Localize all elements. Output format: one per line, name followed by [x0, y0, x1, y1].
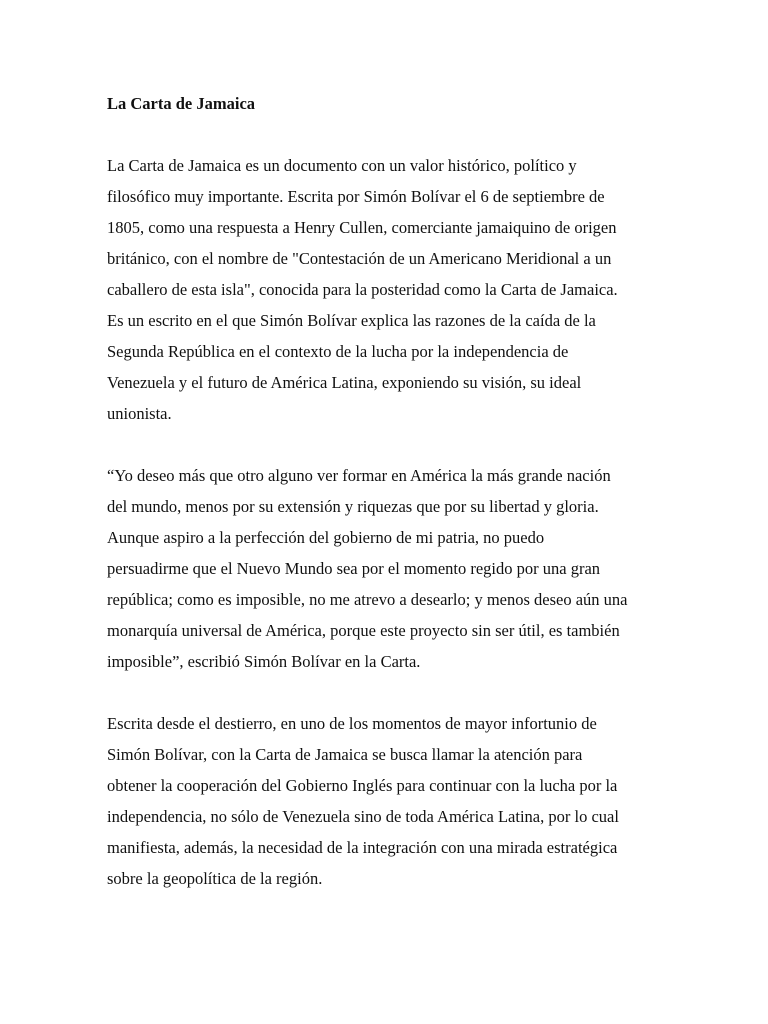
text-line: Aunque aspiro a la perfección del gobierno de mi patria, no puedo	[107, 528, 545, 547]
text-line: filosófico muy importante. Escrita por Simón Bolívar el 6 de septiembre de	[107, 187, 605, 206]
text-line: persuadirme que el Nuevo Mundo sea por el momento regido por una gran	[107, 559, 601, 578]
text-line: Es un escrito en el que Simón Bolívar explica las razones de la caída de la	[107, 311, 596, 330]
text-line: La Carta de Jamaica es un documento con un valor histórico, político y	[107, 156, 577, 175]
text-line: Escrita desde el destierro, en uno de los momentos de mayor infortunio de	[107, 714, 597, 733]
text-line: británico, con el nombre de "Contestación de un Americano Meridional a un	[107, 249, 612, 268]
text-line: del mundo, menos por su extensión y riquezas que por su libertad y gloria.	[107, 497, 599, 516]
text-line: república; como es imposible, no me atrevo a desearlo; y menos deseo aún una	[107, 590, 628, 609]
text-line: Simón Bolívar, con la Carta de Jamaica se busca llamar la atención para	[107, 745, 583, 764]
paragraph-quote	[107, 460, 667, 677]
text-line: Segunda República en el contexto de la lucha por la independencia de	[107, 342, 569, 361]
text-line: monarquía universal de América, porque este proyecto sin ser útil, es también	[107, 621, 620, 640]
text-line: 1805, como una respuesta a Henry Cullen, comerciante jamaiquino de origen	[107, 218, 617, 237]
paragraph-exile	[107, 708, 667, 894]
text-line: independencia, no sólo de Venezuela sino de toda América Latina, por lo cual	[107, 807, 619, 826]
text-line: sobre la geopolítica de la región.	[107, 869, 323, 888]
text-line: caballero de esta isla", conocida para la posteridad como la Carta de Jamaica.	[107, 280, 618, 299]
text-line: manifiesta, además, la necesidad de la integración con una mirada estratégica	[107, 838, 618, 857]
text-line: imposible”, escribió Simón Bolívar en la Carta.	[107, 652, 421, 671]
paragraph-intro	[107, 150, 667, 429]
text-line: unionista.	[107, 404, 172, 423]
text-line: obtener la cooperación del Gobierno Inglés para continuar con la lucha por la	[107, 776, 618, 795]
text-line: Venezuela y el futuro de América Latina, exponiendo su visión, su ideal	[107, 373, 582, 392]
document-title: La Carta de Jamaica	[107, 94, 256, 113]
document-body	[107, 88, 667, 925]
text-line: “Yo deseo más que otro alguno ver formar en América la más grande nación	[107, 466, 611, 485]
